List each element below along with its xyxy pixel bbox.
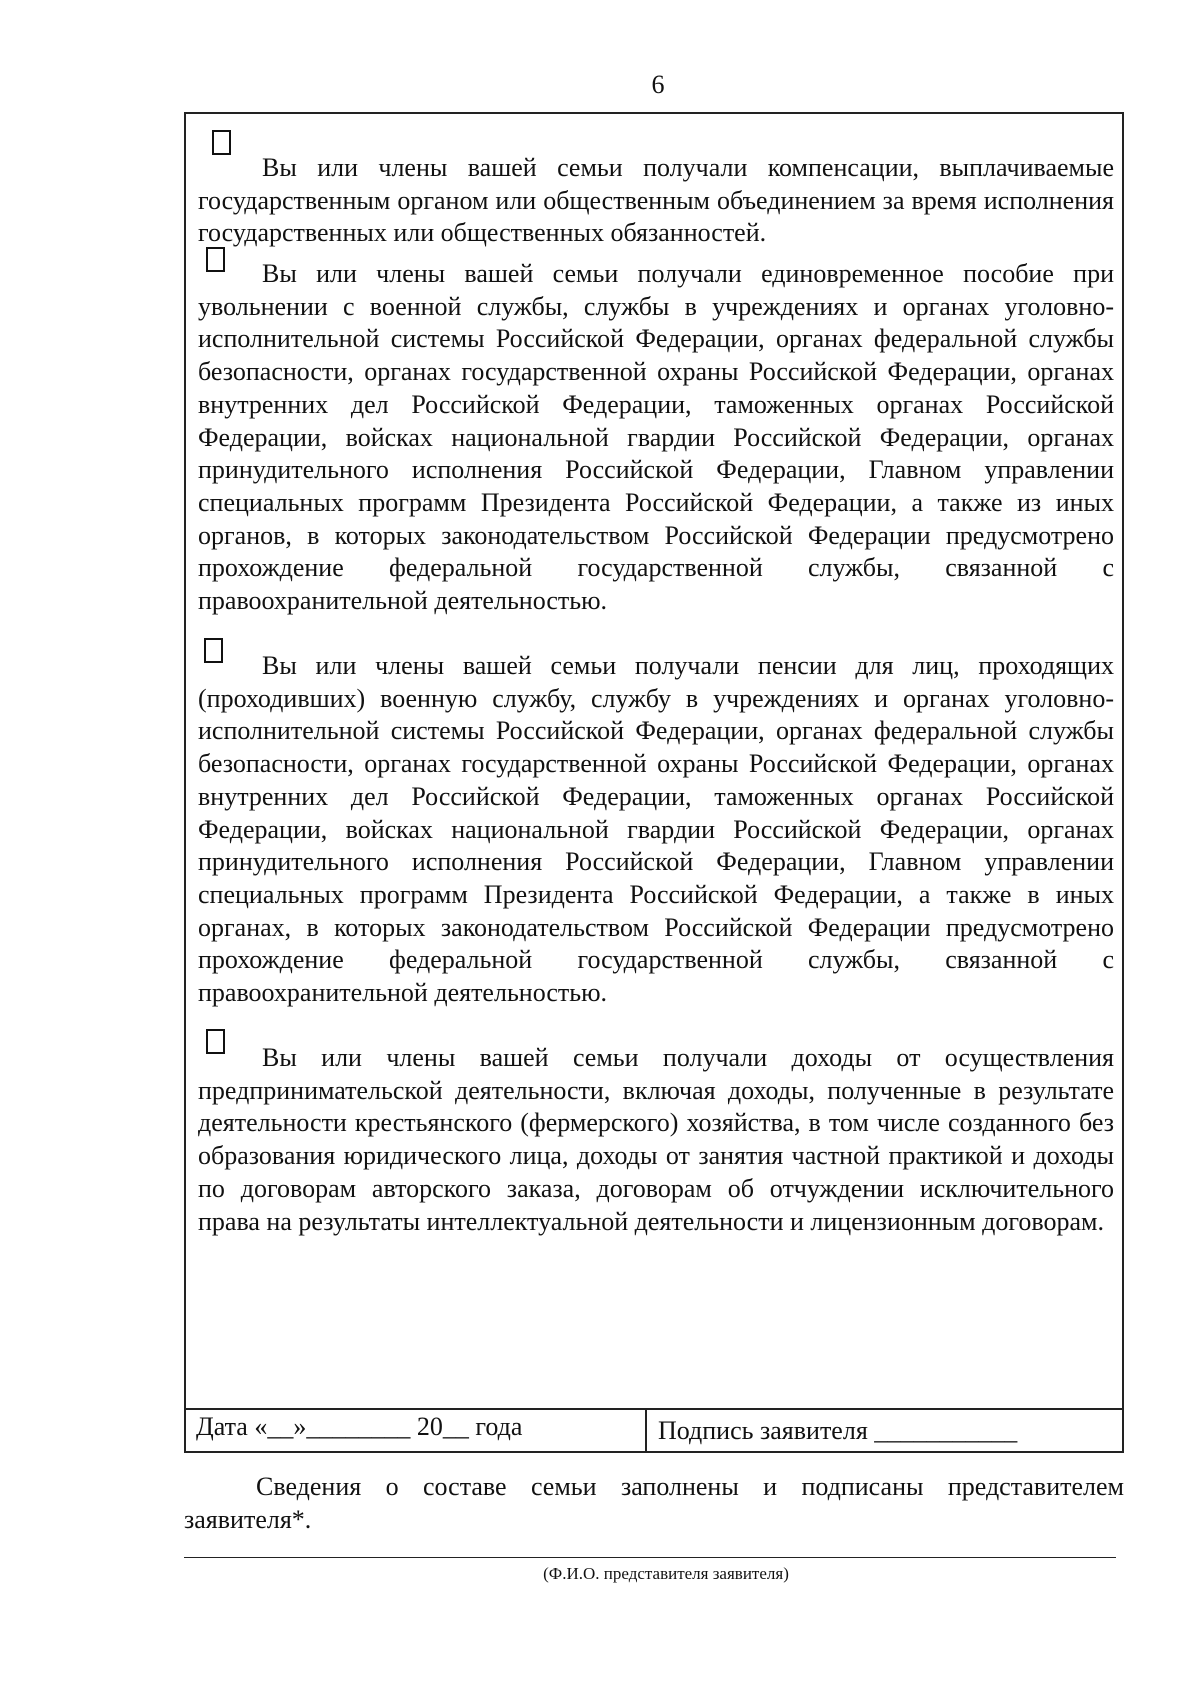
checkbox-compensation[interactable] [212,130,231,155]
option-severance-allowance-text: Вы или члены вашей семьи получали единовременное пособие при увольнении с военной службы, службы в учреждениях и органах уголовно-исполнительной системы Российской Федерации, органах федеральной службы безопасности, органах государственной охраны Российской Федерации, органах внутренних дел Российской Федерации, таможенных органах Российской Федерации, войсках национальной гвардии Российской Федерации, органах принудительного исполнения Российской Федерации, Главном управлении специальных программ Президента Российской Федерации, а также из иных органов, в которых законодательством Российской Федерации предусмотрено прохождение федеральной государственной службы, связанной с правоохранительной деятельностью. [198,259,1114,616]
checkbox-pension[interactable] [204,638,223,663]
checkbox-severance-allowance[interactable] [206,247,225,272]
option-business-income-text: Вы или члены вашей семьи получали доходы от осуществления предпринимательской деятельности, включая доходы, полученные в результате деятельности крестьянского (фермерского) хозяйства, в том числе созданного без образования юридического лица, доходы от занятия частной практикой и доходы по договорам авторского заказа, договорам об отчуждении исключительного права на результаты интеллектуальной деятельности и лицензионным договорам. [198,1043,1114,1236]
option-pension-text: Вы или члены вашей семьи получали пенсии для лиц, проходящих (проходивших) военную службу, службу в учреждениях и органах уголовно-исполнительной системы Российской Федерации, органах федеральной службы безопасности, органах государственной охраны Российской Федерации, органах внутренних дел Российской Федерации, таможенных органах Российской Федерации, войсках национальной гвардии Российской Федерации, органах принудительного исполнения Российской Федерации, Главном управлении специальных программ Президента Российской Федерации, а также в иных органах, в которых законодательством Российской Федерации предусмотрено прохождение федеральной государственной службы, связанной с правоохранительной деятельностью. [198,651,1114,1008]
applicant-signature-field[interactable]: Подпись заявителя ___________ [658,1416,1018,1445]
option-compensation [198,130,1114,250]
option-severance-allowance [198,247,1114,618]
income-sources-form [184,112,1124,1453]
page-number: 6 [651,70,665,99]
option-compensation-text: Вы или члены вашей семьи получали компенсации, выплачиваемые государственным органом или общественным объединением за время исполнения государственных или общественных обязанностей. [198,153,1114,248]
representative-note: Сведения о составе семьи заполнены и подписаны представителем заявителя*. [184,1472,1124,1534]
option-pension [198,638,1114,1010]
representative-name-line[interactable] [184,1557,1116,1558]
checkbox-business-income[interactable] [206,1029,225,1054]
option-business-income [198,1029,1114,1238]
signature-row-divider [645,1410,647,1453]
representative-name-caption: (Ф.И.О. представителя заявителя) [543,1564,789,1583]
date-field[interactable]: Дата «__»________ 20__ года [196,1412,523,1441]
signature-row [186,1408,1122,1453]
